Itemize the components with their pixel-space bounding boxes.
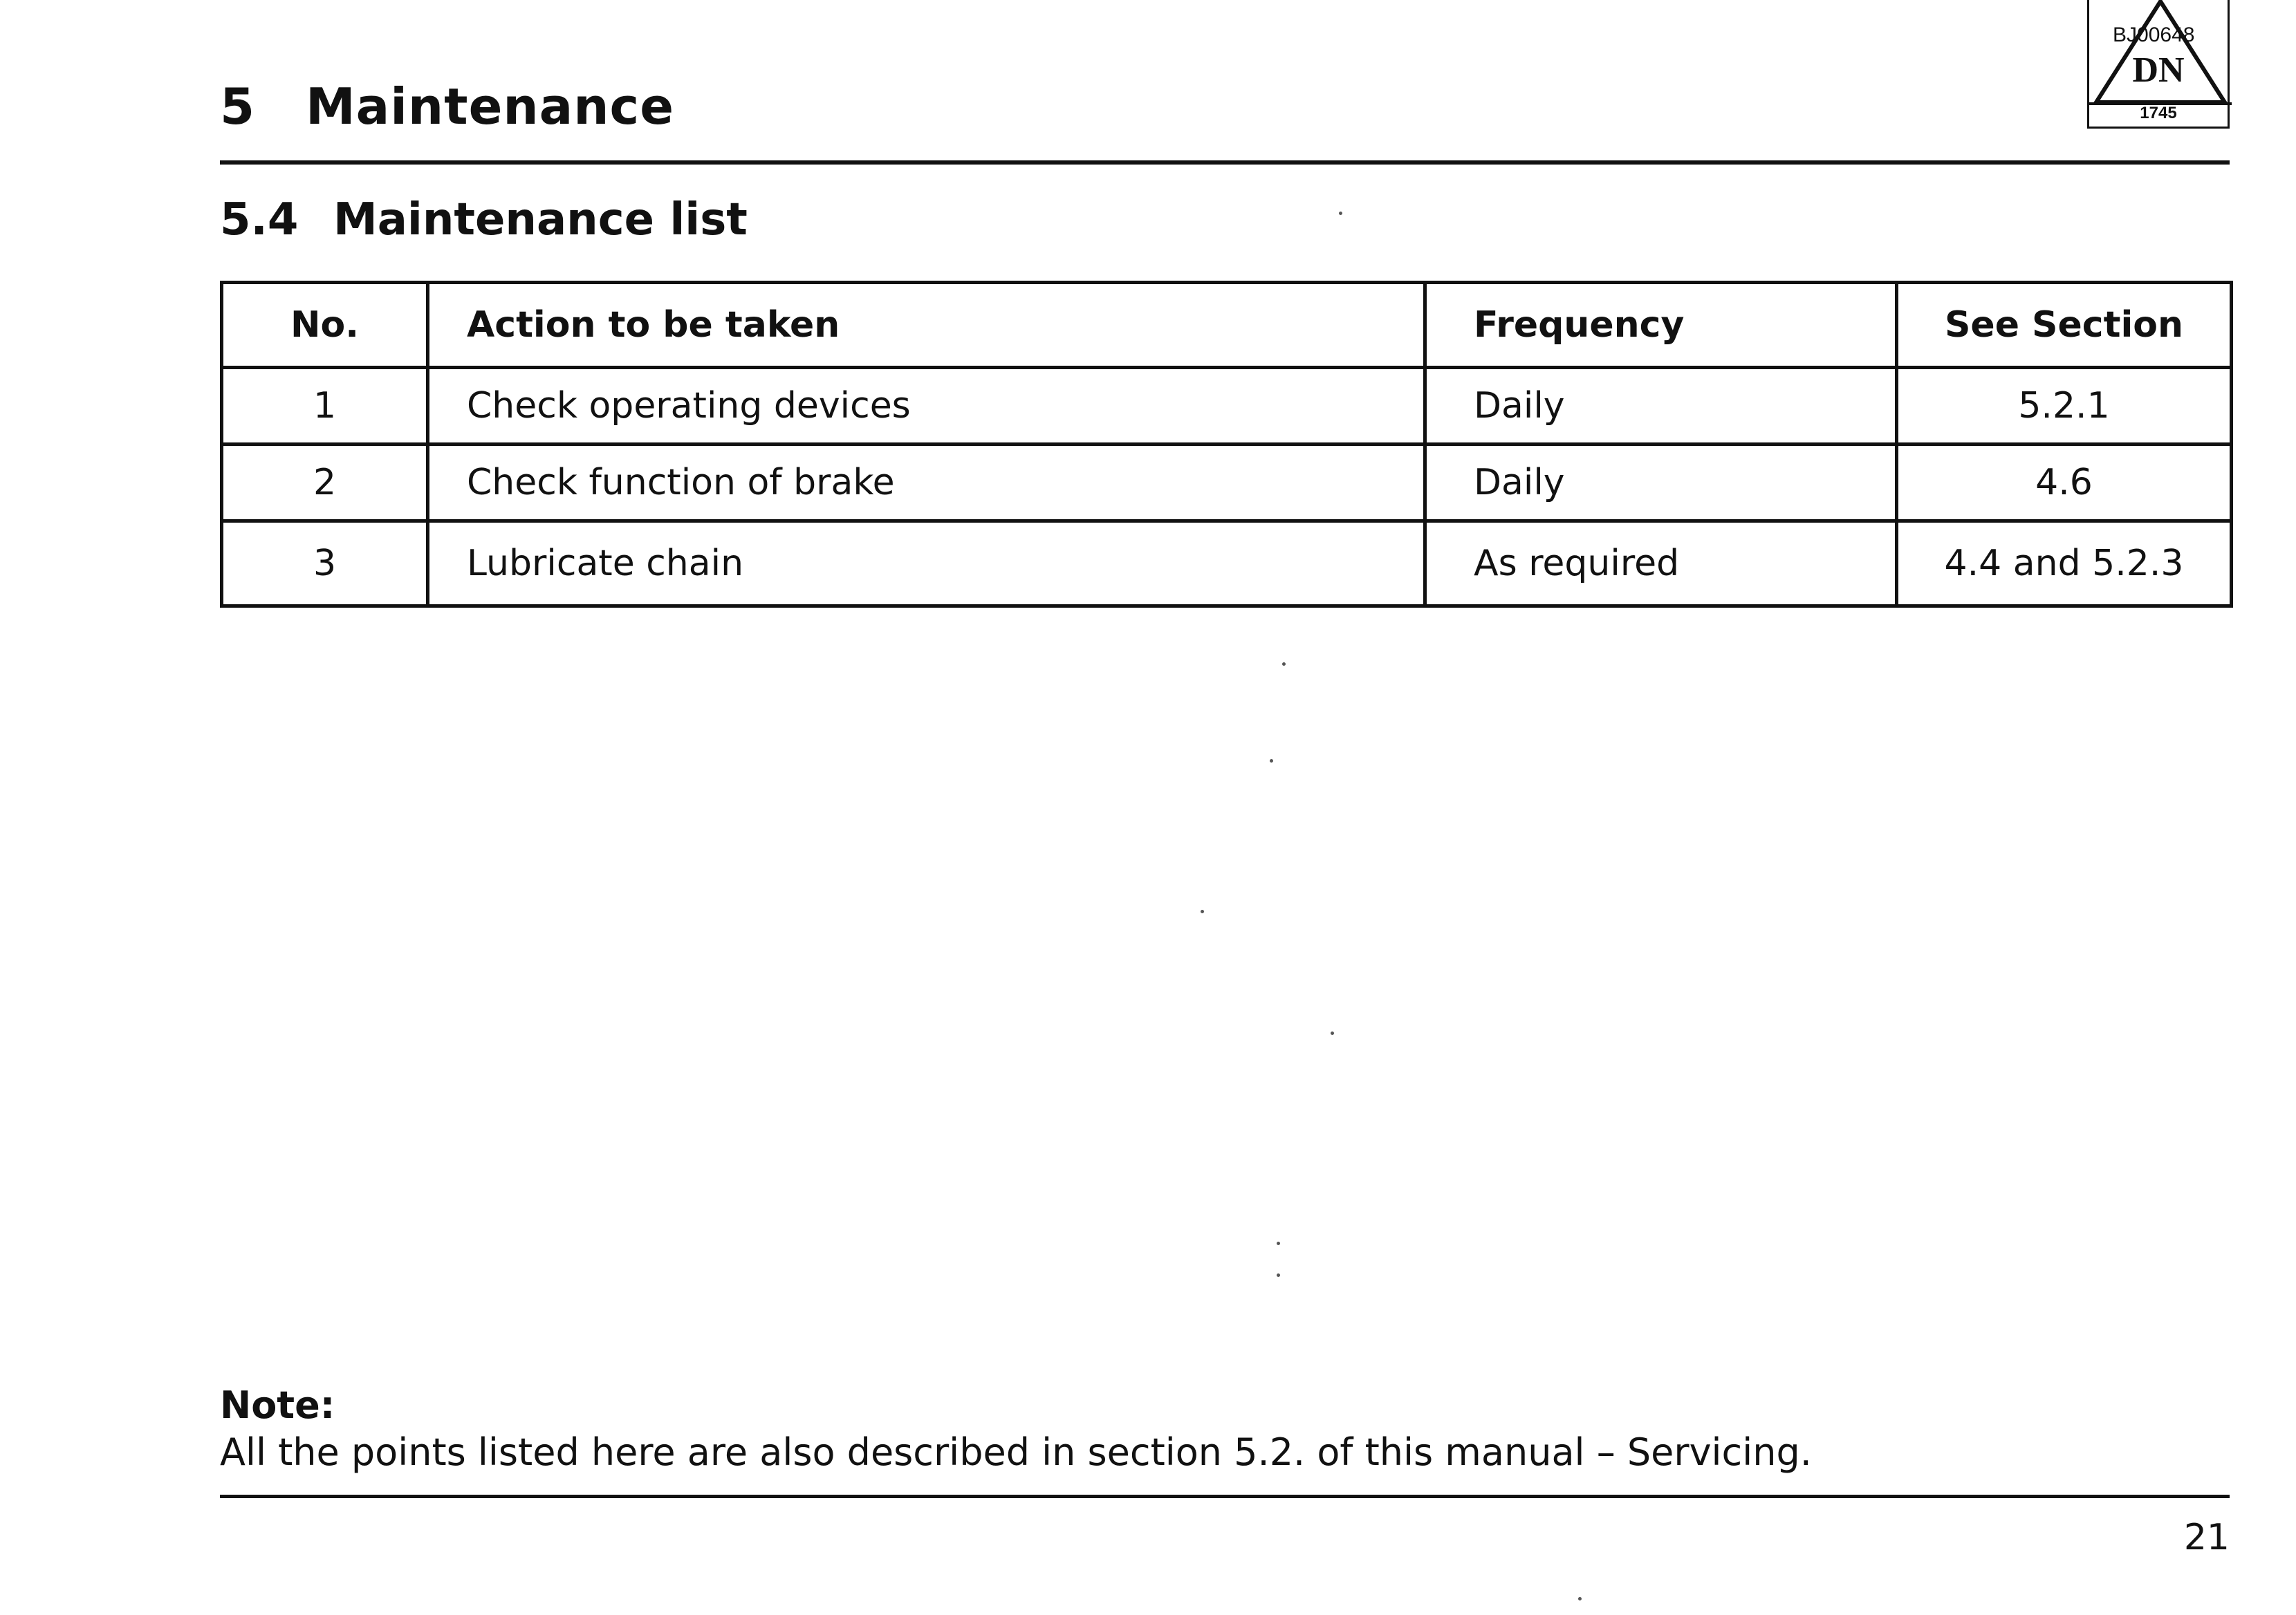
page-number: 21 xyxy=(2183,1517,2230,1558)
header-rule xyxy=(220,160,2230,165)
row-frequency: As required xyxy=(1425,521,1897,606)
note-label: Note: xyxy=(220,1383,335,1427)
chapter-title-text: Maintenance xyxy=(306,77,675,136)
scan-speck xyxy=(1578,1597,1582,1600)
stamp-code: BJ00648 xyxy=(2113,24,2195,46)
scan-speck xyxy=(1331,1031,1334,1035)
row-action: Lubricate chain xyxy=(428,521,1425,606)
row-no: 1 xyxy=(222,368,428,445)
row-action: Check function of brake xyxy=(428,445,1425,521)
row-section: 4.6 xyxy=(1897,445,2232,521)
footer-rule xyxy=(220,1495,2230,1498)
row-action: Check operating devices xyxy=(428,368,1425,445)
scan-speck xyxy=(1339,212,1342,215)
section-number: 5.4 xyxy=(220,194,299,245)
column-header-frequency: Frequency xyxy=(1425,283,1897,368)
row-frequency: Daily xyxy=(1425,445,1897,521)
row-no: 2 xyxy=(222,445,428,521)
scan-speck xyxy=(1277,1242,1280,1245)
column-header-no: No. xyxy=(222,283,428,368)
stamp-number: 1745 xyxy=(2140,104,2177,122)
table-row xyxy=(222,368,2232,445)
note-text: All the points listed here are also described in section 5.2. of this manual – Servicing. xyxy=(220,1430,1812,1474)
scan-speck xyxy=(1282,662,1286,666)
scan-speck xyxy=(1277,1273,1280,1277)
column-header-action: Action to be taken xyxy=(428,283,1425,368)
table-row xyxy=(222,445,2232,521)
column-header-section: See Section xyxy=(1897,283,2232,368)
row-frequency: Daily xyxy=(1425,368,1897,445)
table-header-row xyxy=(222,283,2232,368)
scan-speck xyxy=(1201,910,1204,913)
section-title-text: Maintenance list xyxy=(333,194,748,245)
table-row xyxy=(222,521,2232,606)
section-title xyxy=(220,194,748,245)
maintenance-table xyxy=(220,281,2233,608)
chapter-title xyxy=(220,77,675,136)
chapter-number: 5 xyxy=(220,77,256,136)
scan-speck xyxy=(1270,759,1273,763)
row-section: 5.2.1 xyxy=(1897,368,2232,445)
stamp-mark: DN xyxy=(2132,50,2185,90)
row-section: 4.4 and 5.2.3 xyxy=(1897,521,2232,606)
approval-stamp xyxy=(2087,0,2230,129)
row-no: 3 xyxy=(222,521,428,606)
